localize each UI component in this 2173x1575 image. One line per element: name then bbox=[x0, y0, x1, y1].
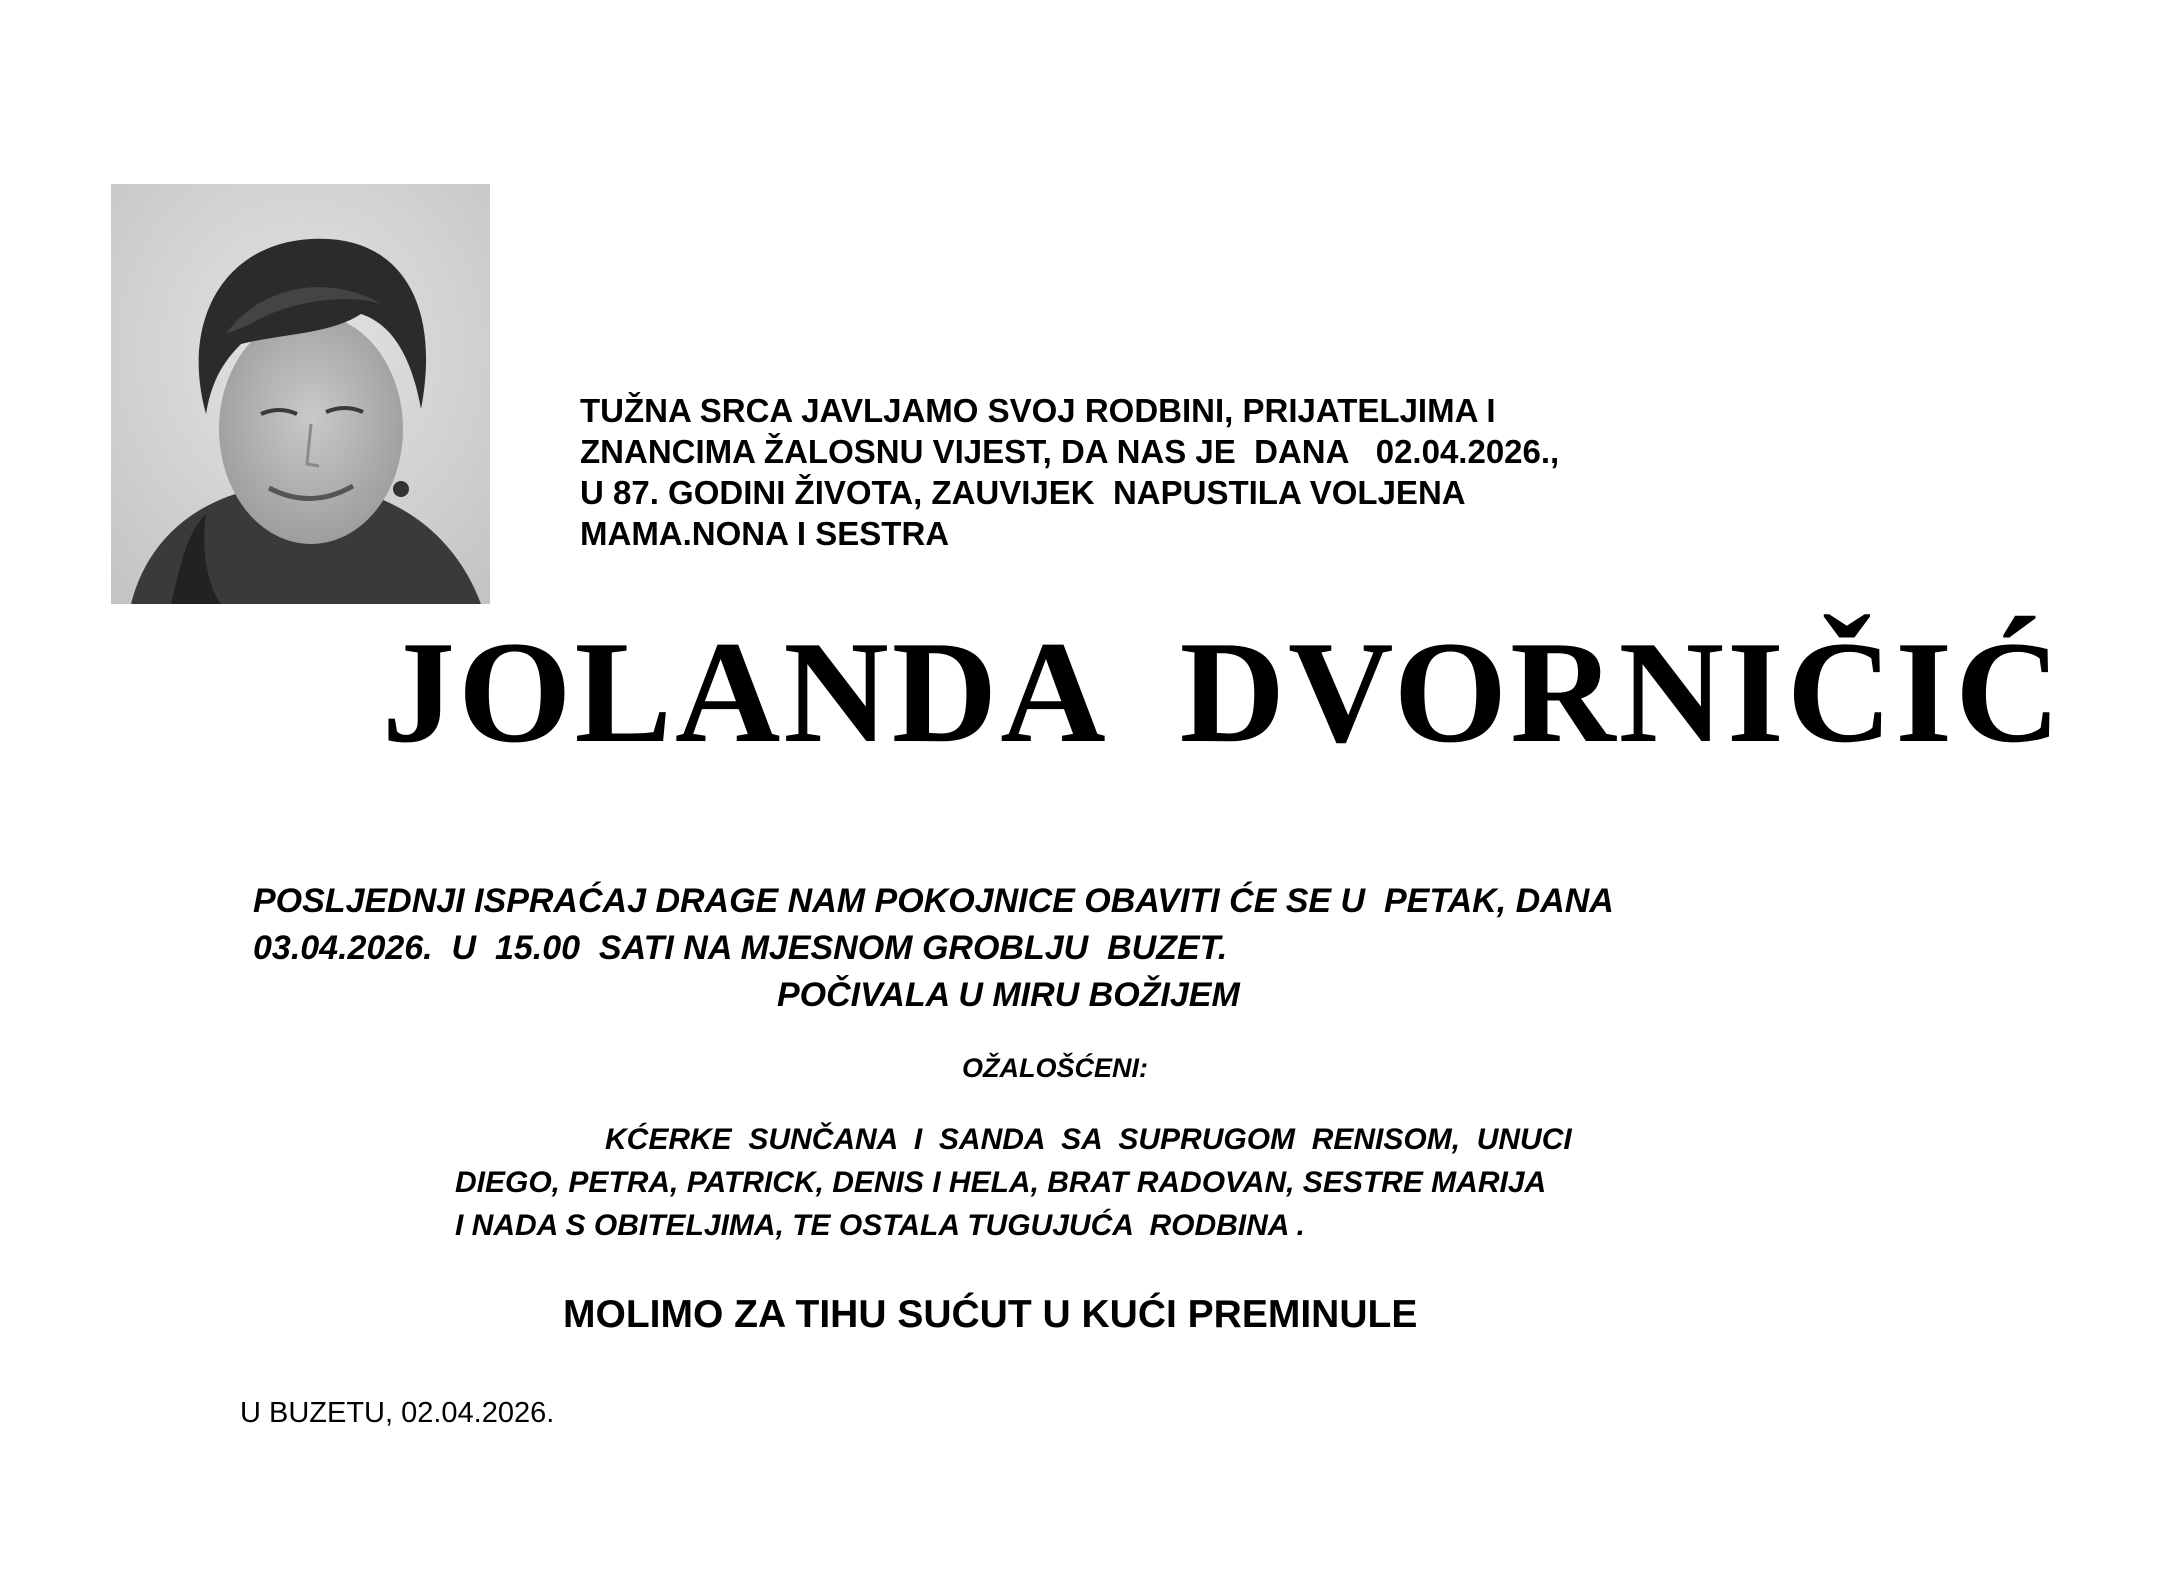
announcement-line: MAMA.NONA I SESTRA bbox=[580, 515, 950, 552]
announcement-text bbox=[580, 390, 1880, 558]
funeral-line: 03.04.2026. U 15.00 SATI NA MJESNOM GROBLJU BUZET. bbox=[253, 929, 1228, 967]
portrait-photo-icon bbox=[111, 184, 490, 604]
funeral-details bbox=[253, 878, 1953, 1019]
portrait-photo bbox=[111, 184, 490, 604]
mourners-list bbox=[455, 1118, 1955, 1247]
mourners-line: KĆERKE SUNČANA I SANDA SA SUPRUGOM RENISOM, UNUCI bbox=[605, 1123, 1572, 1156]
rest-in-peace: POČIVALA U MIRU BOŽIJEM bbox=[777, 976, 1240, 1014]
deceased-name: JOLANDA DVORNIČIĆ bbox=[382, 611, 2064, 773]
mourners-label: OŽALOŠĆENI: bbox=[962, 1053, 1148, 1083]
announcement-line: U 87. GODINI ŽIVOTA, ZAUVIJEK NAPUSTILA VOLJENA bbox=[580, 474, 1466, 511]
condolence-note: MOLIMO ZA TIHU SUĆUT U KUĆI PREMINULE bbox=[563, 1293, 1418, 1336]
place-and-date: U BUZETU, 02.04.2026. bbox=[240, 1397, 555, 1429]
funeral-line: POSLJEDNJI ISPRAĆAJ DRAGE NAM POKOJNICE OBAVITI ĆE SE U PETAK, DANA bbox=[253, 882, 1614, 920]
mourners-line: I NADA S OBITELJIMA, TE OSTALA TUGUJUĆA RODBINA . bbox=[455, 1209, 1306, 1242]
announcement-line: TUŽNA SRCA JAVLJAMO SVOJ RODBINI, PRIJATELJIMA I bbox=[580, 392, 1496, 429]
mourners-line: DIEGO, PETRA, PATRICK, DENIS I HELA, BRAT RADOVAN, SESTRE MARIJA bbox=[455, 1166, 1547, 1199]
announcement-line: ZNANCIMA ŽALOSNU VIJEST, DA NAS JE DANA 02.04.2026., bbox=[580, 433, 1560, 470]
